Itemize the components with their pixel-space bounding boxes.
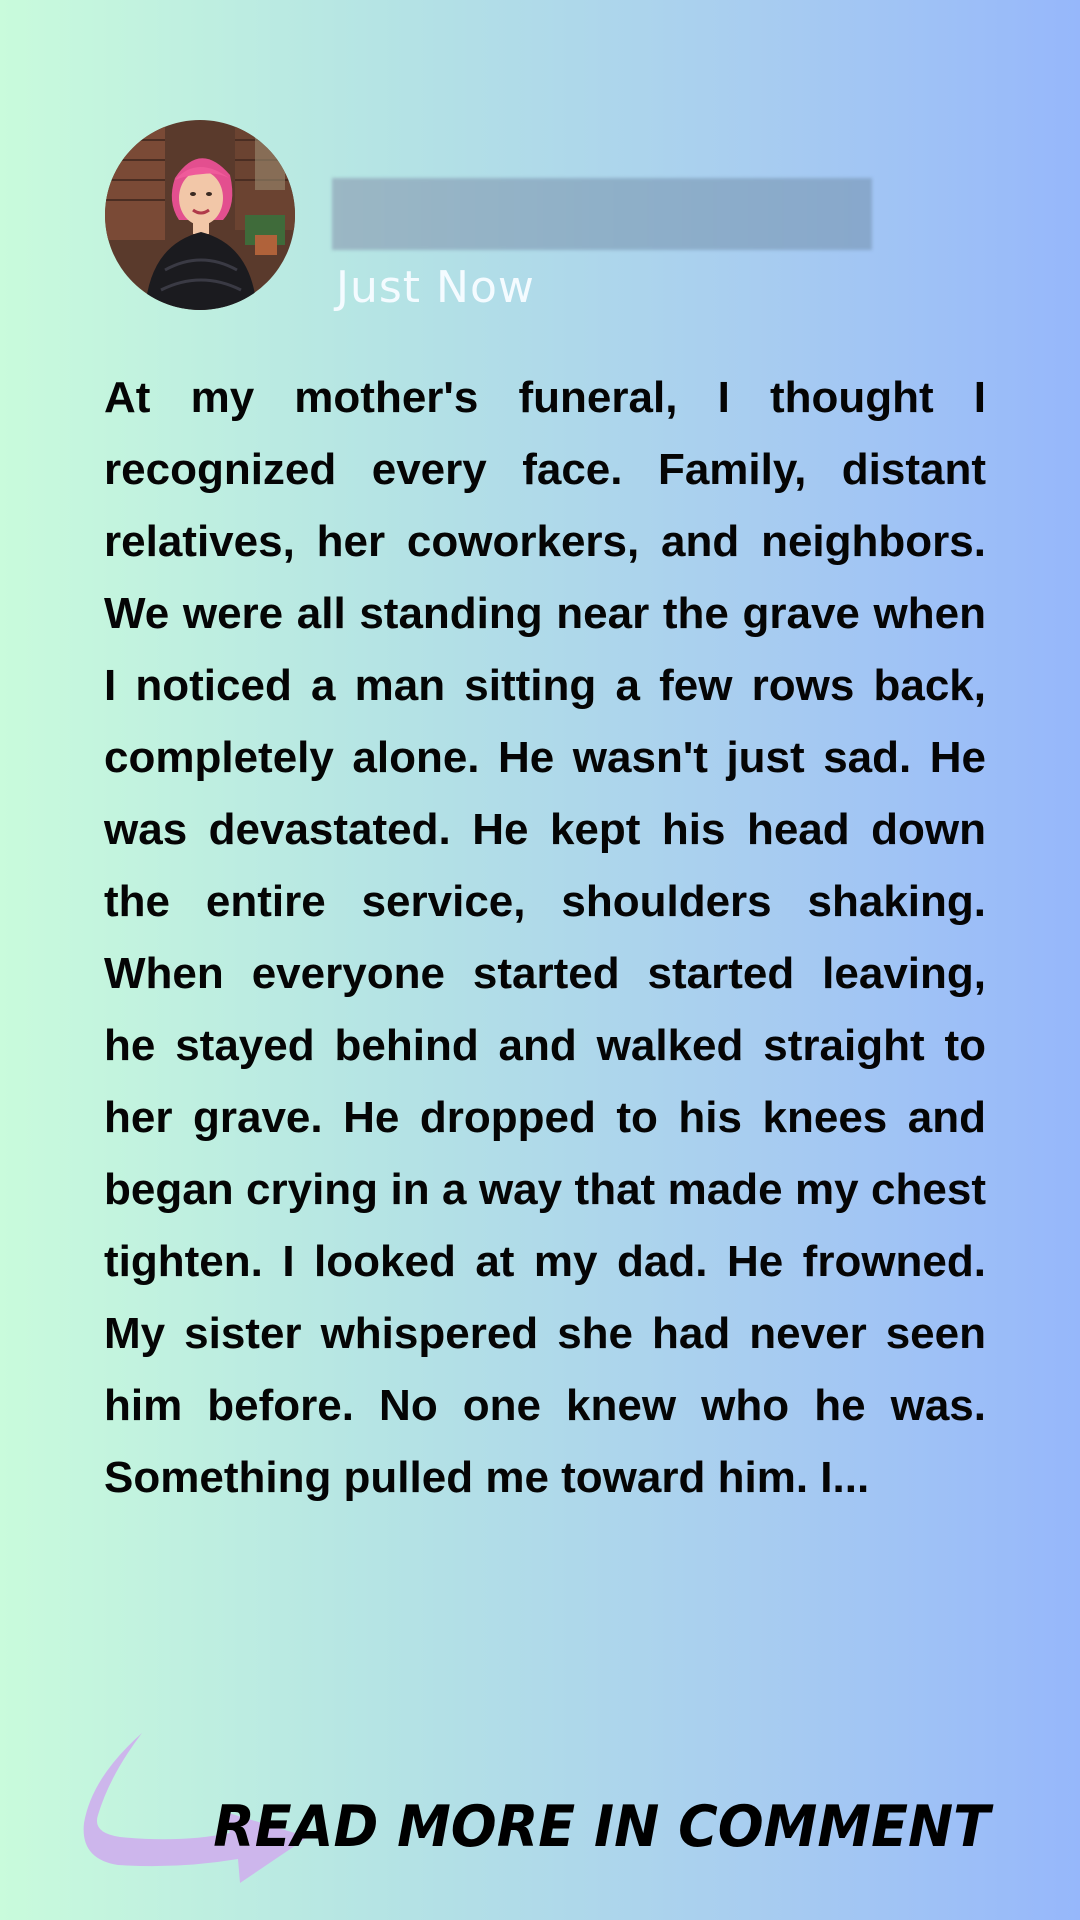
author-name-redacted [332,178,872,250]
avatar[interactable] [105,120,295,310]
footer-cta[interactable] [80,1715,1000,1895]
post-timestamp: Just Now [336,262,535,313]
read-more-label[interactable]: READ MORE IN COMMENT [213,1793,990,1860]
post-header [105,120,985,320]
post-body: At my mother's funeral, I thought I recognized every face. Family, distant relatives, her coworkers, and neighbors. We were all standing near the grave when I noticed a man sitting a few rows back, completely alone. He wasn't just sad. He was devastated. He kept his head down the entire service, shoulders shaking. When everyone started started leaving, he stayed behind and walked straight to her grave. He dropped to his knees and began crying in a way that made my chest tighten. I looked at my dad. He frowned. My sister whispered she had never seen him before. No one knew who he was. Something pulled me toward him. I... [104,373,986,1502]
